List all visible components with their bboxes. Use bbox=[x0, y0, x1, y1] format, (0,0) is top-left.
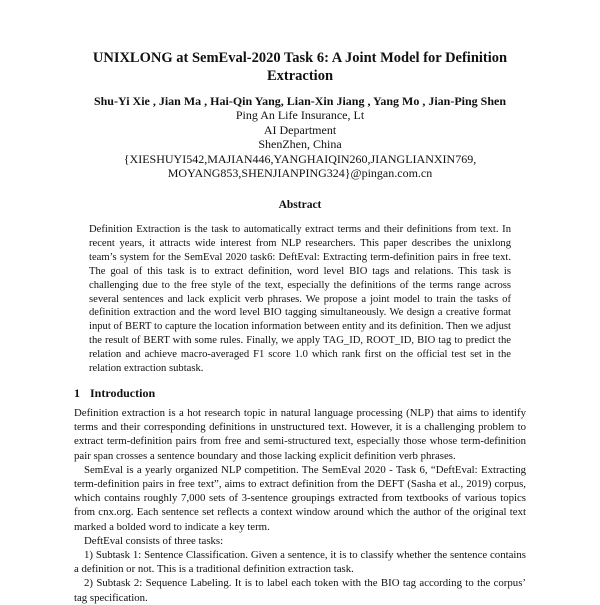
paragraph-4: 1) Subtask 1: Sentence Classification. Given a sentence, it is to classify whether the sentence contains a definition or not. This is a traditional definition extraction task. bbox=[74, 549, 526, 576]
affiliation-emails-line2: MOYANG853,SHENJIANPING324}@pingan.com.cn bbox=[167, 166, 433, 180]
section-title: Introduction bbox=[90, 386, 156, 400]
paragraph-1: Definition extraction is a hot research topic in natural language processing (NLP) that aims to identify terms and their corresponding definitions in unstructured text. However, it is a challenging problem to extract term-definition pairs from free and semi-structured text, especially those whose term-definition pair span crosses a sentence boundary and those lacking explicit definition verb phrases. bbox=[74, 407, 526, 462]
section-number: 1 bbox=[74, 386, 80, 400]
affiliation-department: AI Department bbox=[263, 122, 337, 137]
section-heading bbox=[74, 386, 155, 401]
paragraph-3: DeftEval consists of three tasks: bbox=[84, 534, 224, 547]
abstract-heading: Abstract bbox=[278, 199, 322, 211]
section-body bbox=[74, 406, 526, 605]
affiliation-block bbox=[60, 108, 540, 181]
affiliation-company: Ping An Life Insurance, Lt bbox=[235, 108, 365, 122]
paper-title: UNIXLONG at SemEval-2020 Task 6: A Joint Model for Definition Extraction bbox=[92, 50, 508, 84]
affiliation-emails-line1: {XIESHUYI542,MAJIAN446,YANGHAIQIN260,JIANGLIANXIN769, bbox=[123, 151, 477, 166]
paragraph-2: SemEval is a yearly organized NLP competition. The SemEval 2020 - Task 6, “DeftEval: Extracting term-definition pairs in free text”, aims to extract definition from the DEFT (Sasha et al., 2019) corpus, which contains roughly 7,000 sets of 3-sentence groupings extracted from textbooks of various topics from cnx.org. Each sentence set reflects a context window around which the author of the original text marked a bolded word to indicate a key term. bbox=[74, 463, 526, 533]
author-list: Shu-Yi Xie , Jian Ma , Hai-Qin Yang, Lian-Xin Jiang , Yang Mo , Jian-Ping Shen bbox=[93, 94, 507, 108]
affiliation-location: ShenZhen, China bbox=[258, 137, 342, 151]
paragraph-5: 2) Subtask 2: Sequence Labeling. It is to label each token with the BIO tag according to the corpus’ tag specification. bbox=[74, 577, 526, 604]
abstract-text: Definition Extraction is the task to automatically extract terms and their definitions from text. In recent years, it attracts wide interest from NLP researchers. This paper describes the unixlong team’s system for the SemEval 2020 task6: DeftEval: Extracting term-definition pairs in free text. The goal of this task is to extract definition, word level BIO tags and relations. This task is challenging due to the free style of the text, especially the definitions of the terms range across several sentences and lack explicit verb phrases. We propose a joint model to train the tasks of definition extraction and the word level BIO tagging simultaneously. We design a creative format input of BERT to capture the location information between entity and its definition. Then we adjust the result of BERT with some rules. Finally, we apply TAG_ID, ROOT_ID, BIO tag to predict the relation and achieve macro-averaged F1 score 1.0 which rank first on the official test set in the relation extraction subtask. bbox=[89, 224, 511, 375]
